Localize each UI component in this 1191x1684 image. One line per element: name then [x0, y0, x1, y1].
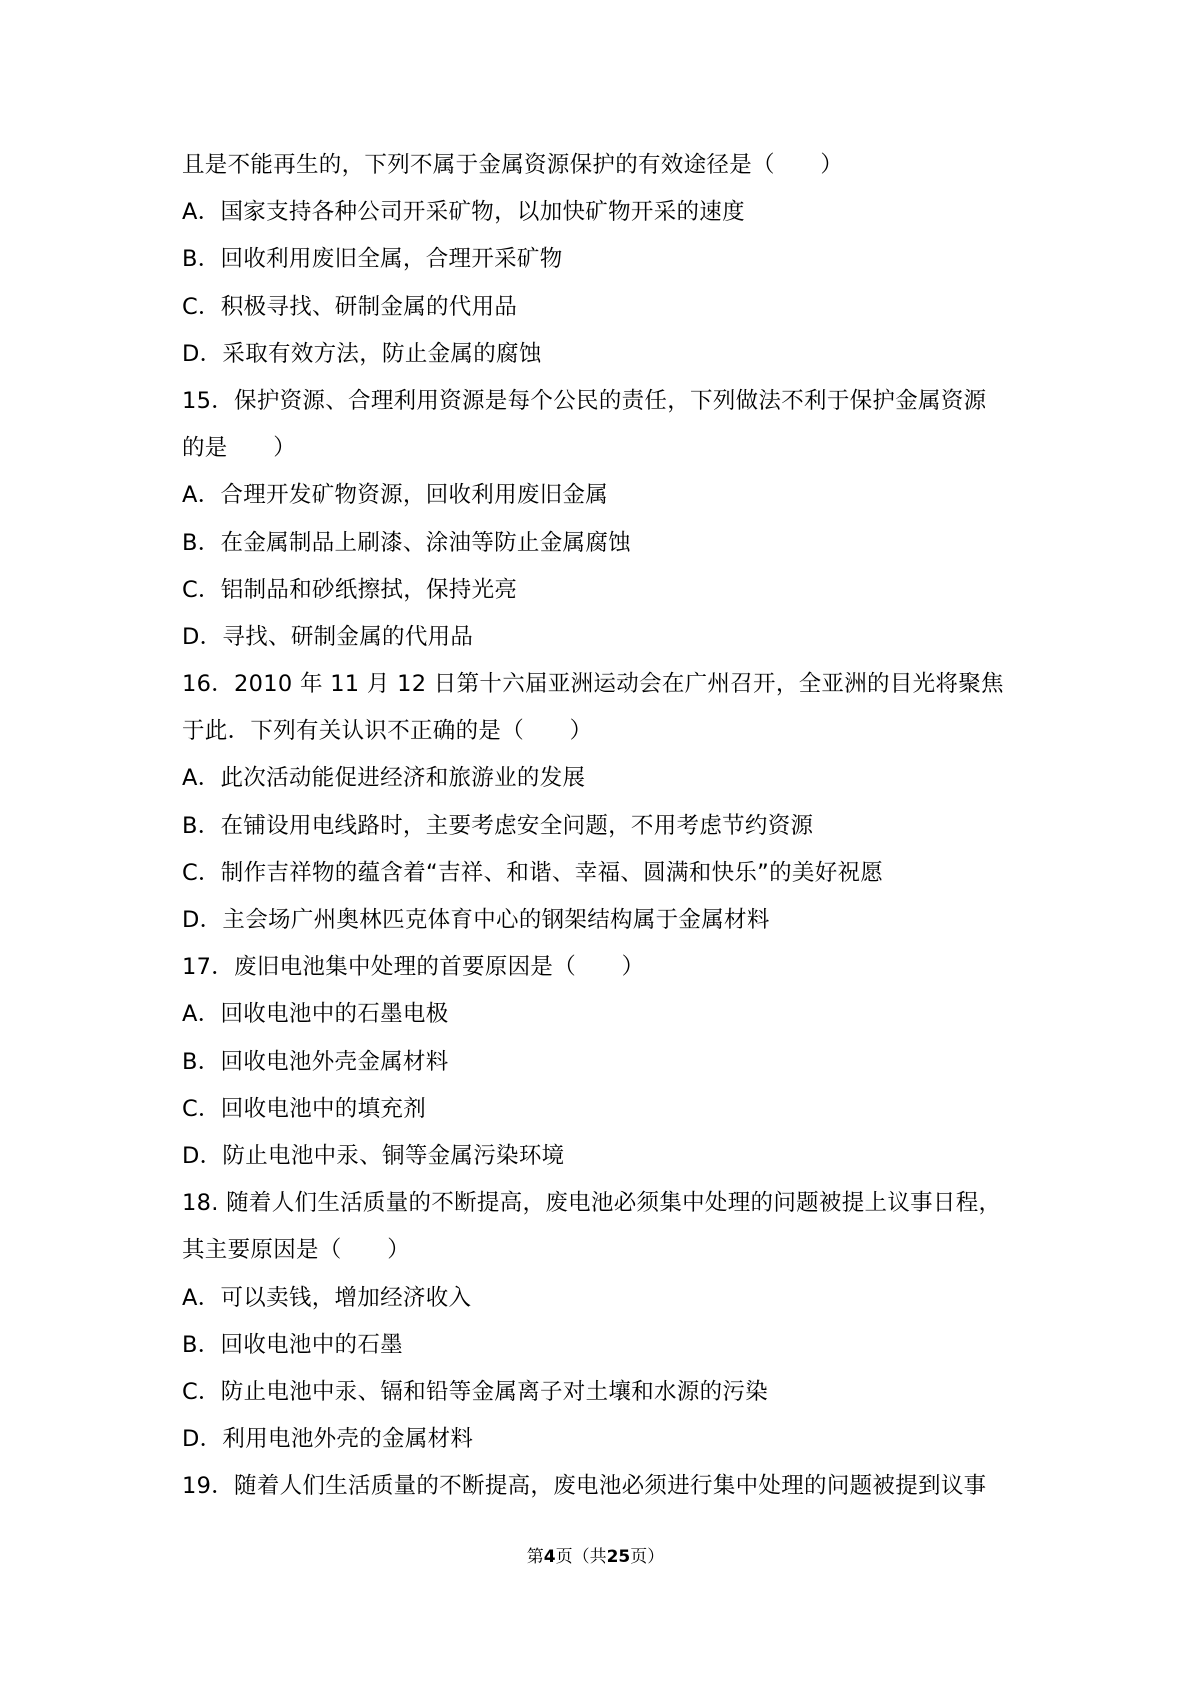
question-line: 17．废旧电池集中处理的首要原因是（ ） [182, 954, 645, 981]
text-line: C．铝制品和砂纸擦拭，保持光亮 [182, 576, 518, 603]
footer-page-number: 4 [543, 1547, 556, 1567]
text-line: A．此次活动能促进经济和旅游业的发展 [182, 765, 586, 792]
text-line: B．在铺设用电线路时，主要考虑安全问题，不用考虑节约资源 [182, 812, 814, 839]
page-footer [0, 1542, 1191, 1567]
text-line: C．制作吉祥物的蕴含着“吉祥、和谐、幸福、圆满和快乐”的美好祝愿 [182, 859, 884, 886]
footer-suffix: 页） [630, 1547, 665, 1567]
question-line: 15．保护资源、合理利用资源是每个公民的责任，下列做法不利于保护金属资源 [182, 387, 987, 414]
text-line: D．防止电池中汞、铜等金属污染环境 [182, 1142, 565, 1169]
text-line: 其主要原因是（ ） [182, 1237, 411, 1264]
text-line: A．可以卖钱，增加经济收入 [182, 1284, 472, 1311]
text-line: B．回收利用废旧全属，合理开采矿物 [182, 246, 563, 273]
text-line: A．合理开发矿物资源，回收利用废旧金属 [182, 482, 609, 509]
text-line: C．回收电池中的填充剂 [182, 1095, 427, 1122]
text-line: D．采取有效方法，防止金属的腐蚀 [182, 340, 542, 367]
footer-middle: 页（共 [555, 1547, 607, 1567]
text-line: D．寻找、研制金属的代用品 [182, 623, 474, 650]
question-line: 16．2010 年 11 月 12 日第十六届亚洲运动会在广州召开，全亚洲的目光将聚焦 [182, 671, 1004, 698]
text-line: B．回收电池中的石墨 [182, 1331, 403, 1358]
text-line: 于此．下列有关认识不正确的是（ ） [182, 718, 593, 745]
text-line: A．国家支持各种公司开采矿物，以加快矿物开采的速度 [182, 199, 745, 226]
text-line: A．回收电池中的石墨电极 [182, 1001, 449, 1028]
text-line: D．利用电池外壳的金属材料 [182, 1426, 474, 1453]
footer-total-pages: 25 [606, 1547, 631, 1567]
text-line: 的是 ） [182, 435, 297, 462]
footer-prefix: 第 [526, 1547, 544, 1567]
text-line: B．在金属制品上刷漆、涂油等防止金属腐蚀 [182, 529, 631, 556]
question-line: 19．随着人们生活质量的不断提高，废电池必须进行集中处理的问题被提到议事 [182, 1473, 987, 1500]
question-line: 18. 随着人们生活质量的不断提高，废电池必须集中处理的问题被提上议事日程， [182, 1190, 1002, 1217]
text-line: D．主会场广州奥林匹克体育中心的钢架结构属于金属材料 [182, 907, 770, 933]
document-body [182, 142, 1042, 1510]
text-line: C．积极寻找、研制金属的代用品 [182, 293, 518, 320]
text-line: 且是不能再生的，下列不属于金属资源保护的有效途径是（ ） [182, 152, 844, 178]
text-line: B．回收电池外壳金属材料 [182, 1048, 449, 1075]
text-line: C．防止电池中汞、镉和铅等金属离子对土壤和水源的污染 [182, 1378, 769, 1405]
